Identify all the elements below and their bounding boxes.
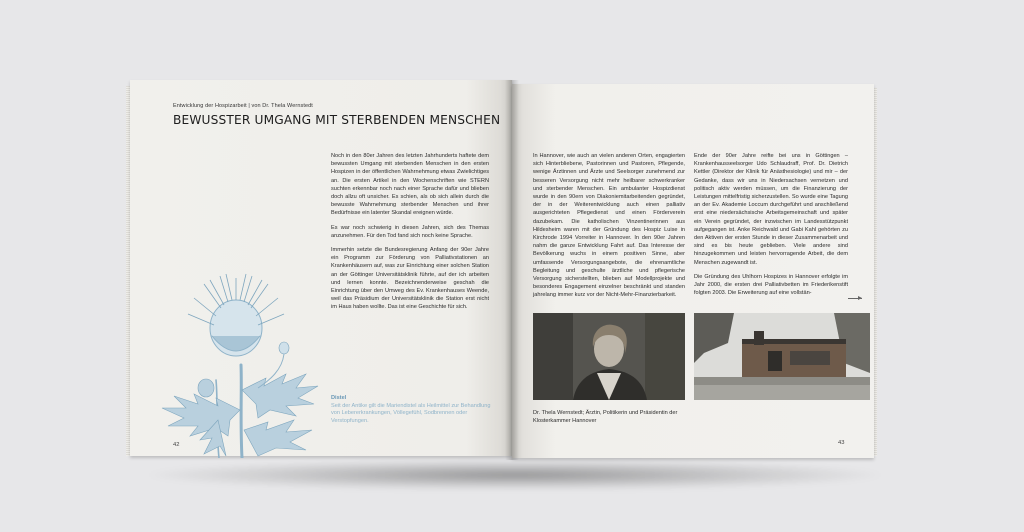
right-text-column-1 [533, 152, 685, 306]
paragraph: Es war noch schwierig in diesen Jahren, sich des Themas anzunehmen. Für den Tod fand sich noch keine Sprache. [331, 224, 489, 239]
paragraph: Ende der 90er Jahre reifte bei uns in Göttingen – Krankenhausseelsorger Udo Schlaudraff, Prof. Dr. Dietrich Kettler (Direktor der Klinik für Anästhesiologie) und mir – der Gedanke, dass wir uns in Niedersachsen vernetzen und politisch aktiv werden müssen, um die Finanzierung der Leistungen mittelfristig sicherzustellen. So wurde eine Tagung an der Ev. Akademie Loccum durchgeführt und anschließend erst eine niedersächsische Arbeitsgemeinschaft und später ein Verein gegründet, der inzwischen im Landesstützpunkt aufgegangen ist. Anke Reichwald und Gabi Kahl gehörten zu den Aktiven der ersten Stunde in dieser Zusammenarbeit und sind es bis heute geblieben. Viele andere sind hinzugekommen und leisten hervorragende Arbeit, die dem Menschen zugewandt ist. [694, 153, 848, 266]
illustration-caption [331, 395, 493, 425]
portrait-image [533, 313, 685, 400]
portrait-photo [533, 313, 685, 400]
paragraph: Die Gründung des Uhlhorn Hospizes in Hannover erfolgte im Jahr 2000, die ersten drei Palliativbetten im Friederikenstift folgten 2003. Die Erweiterung auf eine vollstän- [694, 273, 848, 297]
arrow-right-icon [858, 296, 862, 300]
paragraph: In Hannover, wie auch an vielen anderen Orten, engagierten sich Hinterbliebene, Pastorinnen und Pastoren, Pflegende, wenige Ärztinnen und Ärzte und Seelsorger zunehmend zur besseren Versorgung nicht mehr heilbarer schwerkranker und sterbender Menschen. Ein ambulanter Hospizdienst wurde in den 90ern von Diakoniemitarbeitenden gegründet, der in der Weiterentwicklung auch einen palliativ ausgerichteten Pflegedienst und einen Förderverein dazubekam. Die katholischen Vinzentinerinnen aus Hildesheim waren mit der Gründung des Hospiz Luise in Kirchrode 1994 Vorreiter in Hannover. In den 90er Jahren nahm die ganze Entwicklung Fahrt auf. Das Interesse der Bevölkerung wuchs in einem positiven Sinne, aber umfassende Versorgungsangebote, die ehrenamtliche Begleitung und geschulte ärztliche und pflegerische Versorgung sicherstellten, blieben auf Modellprojekte und besonderes Engagement einzelner beschränkt und standen jahrelang immer kurz vor der Nicht-Mehr-Finanzierbarkeit. [533, 153, 685, 299]
paragraph: Noch in den 80er Jahren des letzten Jahrhunderts haftete dem bewussten Umgang mit sterbenden Menschen in den ersten Hospizen in der öffentlichen Wahrnehmung etwas Zwielichtiges an. Die ersten Artikel in den Wochenschriften wie STERN suchten erkennbar noch nach einer Sprache dafür und blieben doch allzu oft unsicher. Es schien, als ob sich allein durch die bewusste Wahrnehmung sterbender Menschen und ihrer Bedürfnisse ein latenter Skandal ereignen würde. [331, 153, 489, 217]
page-title: BEWUSSTER UMGANG MIT STERBENDEN MENSCHEN [173, 113, 501, 127]
book-shadow [150, 460, 880, 490]
photo-caption: Dr. Thela Wernstedt; Ärztin, Politikerin und Präsidentin der Klosterkammer Hannover [533, 410, 678, 424]
right-text-column-2 [694, 152, 848, 303]
running-head: Entwicklung der Hospizarbeit | von Dr. Thela Wernstedt [173, 103, 313, 109]
book-gutter [505, 80, 519, 460]
building-image [694, 313, 870, 400]
building-photo [694, 313, 870, 400]
page-number-left: 42 [173, 442, 180, 448]
left-text-column [331, 152, 489, 318]
paragraph: Immerhin setzte die Bundesregierung Anfang der 90er Jahre ein Programm zur Förderung von Palliativstationen an Krankenhäusern auf, was zur Einrichtung einer solchen Station an der Göttinger Universitätsklinik führte, auf der ich arbeiten und lernen konnte. Bezeichnenderweise geschah die Einrichtung über den Umweg des Ev. Krankenhauses Weende, weil das Präsidium der Universitätsklinik die Station erst nicht im Haus haben wollte. Das ist eine Geschichte für sich. [331, 247, 489, 311]
page-number-right: 43 [838, 440, 845, 446]
caption-title: Distel [331, 395, 347, 401]
thistle-illustration [146, 270, 346, 458]
caption-text: Seit der Antike gilt die Mariendistel als Heilmittel zur Behandlung von Lebererkrankungen, Völlegefühl, Sodbrennen oder Verstopfungen. [331, 402, 491, 424]
